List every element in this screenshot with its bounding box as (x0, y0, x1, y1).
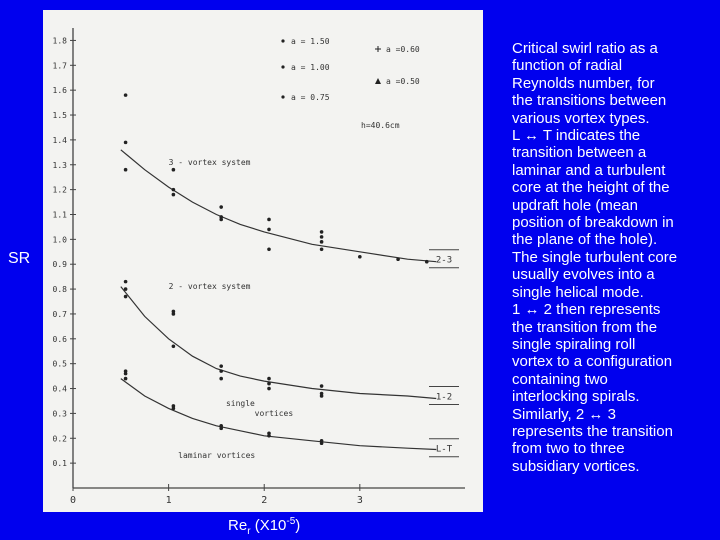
y-tick-label: 0.8 (52, 285, 67, 295)
description-line: represents the transition (512, 422, 673, 440)
description-line: interlocking spirals. (512, 388, 640, 406)
swirl-ratio-chart (43, 10, 483, 512)
x-caption-subscript: r (247, 526, 251, 537)
data-point-2-3 (396, 257, 400, 261)
legend-label: a = 0.75 (291, 93, 330, 102)
y-tick-label: 0.5 (52, 359, 67, 369)
data-point-2-3 (124, 141, 128, 145)
description-line: single helical mode. (512, 283, 644, 301)
y-tick-label: 1.6 (52, 86, 67, 96)
y-tick-label: 1.0 (52, 235, 67, 245)
legend-label: a =0.60 (386, 45, 420, 54)
data-point-L-T (124, 372, 128, 376)
y-tick-label: 1.7 (52, 61, 67, 71)
data-point-1-2 (320, 384, 324, 388)
data-point-2-3 (320, 230, 324, 234)
y-tick-label: 1.5 (52, 111, 67, 121)
data-point-2-3 (219, 218, 223, 222)
description-line: subsidiary vortices. (512, 457, 640, 475)
data-point-2-3 (320, 240, 324, 244)
data-point-L-T (267, 434, 271, 438)
y-tick-label: 1.4 (52, 135, 67, 145)
region-label: laminar vortices (178, 451, 256, 461)
description-line: core at the height of the (512, 179, 670, 197)
region-label: 3 - vortex system (168, 157, 251, 167)
data-point-1-2 (172, 312, 176, 316)
description-line: position of breakdown in (512, 214, 674, 232)
legend-marker-dot (281, 39, 284, 42)
data-point-1-2 (124, 280, 128, 284)
legend-label: a = 1.00 (291, 63, 330, 72)
x-caption-exponent: -5 (286, 516, 296, 527)
description-line: function of radial (512, 57, 623, 75)
height-note: h=40.6cm (361, 121, 400, 130)
legend-label: a = 1.50 (291, 37, 330, 46)
y-tick-label: 1.8 (52, 36, 67, 46)
description-line: the plane of the hole). (512, 231, 658, 249)
description-line: single spiraling roll (512, 335, 636, 353)
y-tick-label: 0.3 (52, 409, 67, 419)
y-axis-label: SR (8, 250, 31, 267)
data-point-L-T (172, 407, 176, 411)
data-point-1-2 (124, 287, 128, 291)
curve-label: 1-2 (435, 392, 453, 403)
y-tick-label: 1.2 (52, 185, 67, 195)
x-caption-multiplier: (X10 (250, 517, 287, 534)
data-point-2-3 (219, 205, 223, 209)
chart-panel (43, 10, 483, 512)
description-line: usually evolves into a (512, 266, 655, 284)
data-point-1-2 (267, 377, 271, 381)
description-line: the transitions between (512, 92, 667, 110)
y-tick-label: 0.7 (52, 309, 67, 319)
description-line: transition between a (512, 144, 647, 162)
description-line: the transition from the (512, 318, 658, 336)
x-tick-label: 2 (261, 495, 268, 506)
data-point-2-3 (124, 93, 128, 97)
region-label: vortices (254, 408, 294, 418)
data-point-1-2 (219, 377, 223, 381)
description-line: vortex to a configuration (512, 353, 673, 371)
data-point-L-T (219, 427, 223, 431)
data-point-2-3 (172, 193, 176, 197)
description-line: laminar and a turbulent (512, 161, 666, 179)
data-point-2-3 (320, 235, 324, 239)
curve-label: L-T (435, 444, 453, 455)
x-axis-caption (228, 516, 300, 537)
data-point-2-3 (267, 218, 271, 222)
data-point-2-3 (320, 247, 324, 251)
x-tick-label: 1 (165, 495, 172, 506)
curve-label: 2-3 (435, 255, 453, 266)
data-point-1-2 (267, 387, 271, 391)
region-label: single (225, 398, 255, 408)
data-point-2-3 (425, 260, 429, 264)
data-point-2-3 (172, 188, 176, 192)
data-point-1-2 (219, 369, 223, 373)
legend-marker-triangle (375, 78, 381, 84)
description-line: 1 ↔ 2 then represents (512, 301, 661, 319)
description-line: updraft hole (mean (512, 196, 638, 214)
description-line: Critical swirl ratio as a (512, 40, 658, 57)
y-tick-label: 0.9 (52, 260, 67, 270)
data-point-1-2 (172, 344, 176, 348)
data-point-1-2 (267, 382, 271, 386)
data-point-2-3 (358, 255, 362, 259)
y-tick-label: 0.6 (52, 334, 67, 344)
data-point-1-2 (320, 394, 324, 398)
description-line: Reynolds number, for (512, 74, 655, 92)
description-text (512, 40, 712, 475)
data-point-2-3 (172, 168, 176, 172)
description-line: containing two (512, 370, 608, 388)
legend-label: a =0.50 (386, 77, 420, 86)
y-tick-label: 1.1 (52, 210, 67, 220)
y-tick-label: 0.1 (52, 459, 67, 469)
curve-1-2 (121, 287, 437, 399)
data-point-L-T (320, 441, 324, 445)
data-point-L-T (124, 377, 128, 381)
legend-marker-dot (281, 65, 284, 68)
y-tick-label: 1.3 (52, 160, 67, 170)
data-point-1-2 (124, 295, 128, 299)
description-line: various vortex types. (512, 109, 650, 127)
description-line: from two to three (512, 440, 625, 458)
x-tick-label: 0 (69, 495, 77, 506)
x-caption-close: ) (295, 517, 301, 534)
data-point-2-3 (267, 228, 271, 232)
description-line: The single turbulent core (512, 248, 678, 266)
description-line: Similarly, 2 ↔ 3 (512, 405, 616, 423)
x-caption-main: Re (228, 517, 248, 534)
x-tick-label: 3 (356, 495, 363, 506)
y-tick-label: 0.2 (52, 434, 67, 444)
region-label: 2 - vortex system (168, 282, 251, 292)
description-line: L ↔ T indicates the (512, 127, 641, 145)
data-point-2-3 (124, 168, 128, 172)
y-tick-label: 0.4 (52, 384, 67, 394)
legend-marker-dot (281, 95, 284, 98)
data-point-1-2 (219, 364, 223, 368)
data-point-2-3 (267, 247, 271, 251)
